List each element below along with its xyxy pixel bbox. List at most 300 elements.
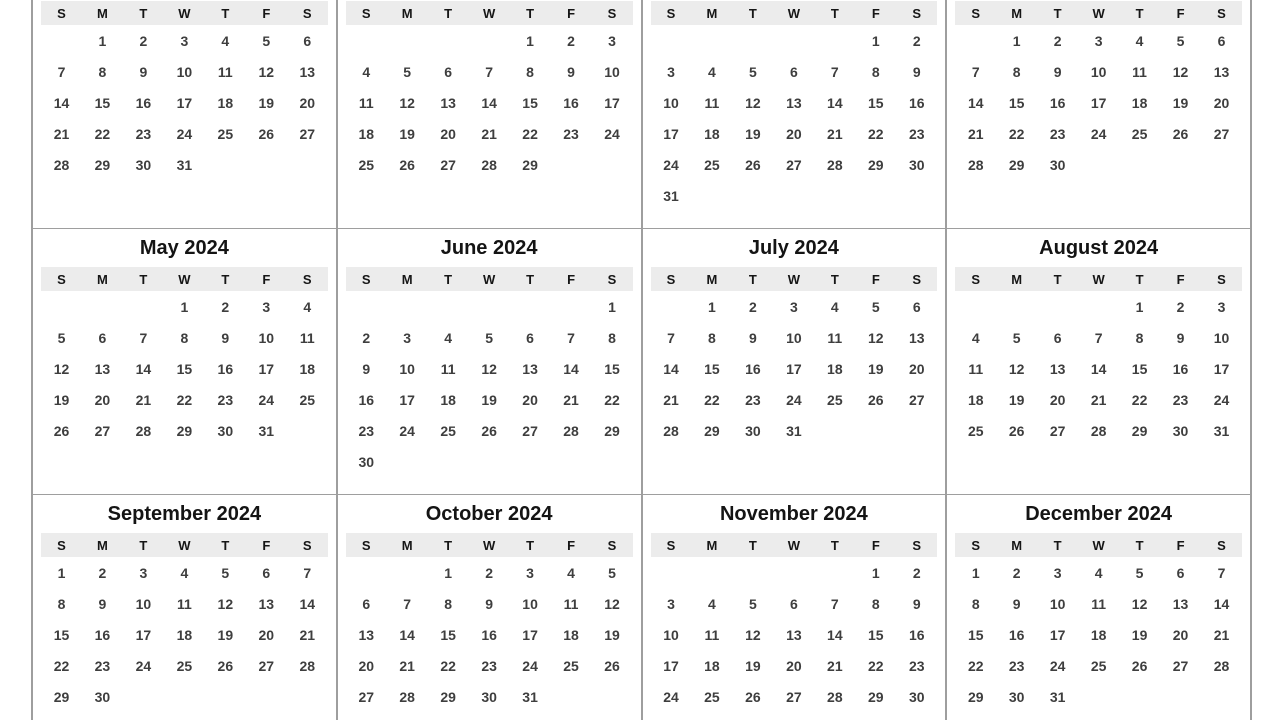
day-cell: 24 (786, 391, 802, 408)
calendar-grid (31, 0, 1252, 720)
day-cell: 6 (912, 298, 921, 315)
day-cell: 25 (827, 391, 843, 408)
day-cell: 7 (567, 329, 575, 346)
day-cell-empty (387, 25, 428, 56)
day-cell-empty (732, 25, 773, 56)
day-cell-empty (469, 291, 510, 322)
day-cell: 27 (1213, 125, 1230, 142)
weekday-label: W (1092, 271, 1105, 287)
weekday-label: F (567, 5, 576, 21)
day-cell: 28 (135, 422, 152, 439)
day-cell: 27 (299, 125, 316, 142)
day-cell: 27 (786, 688, 802, 705)
day-cell: 4 (708, 595, 716, 612)
day-cell: 18 (299, 360, 316, 377)
day-cell: 19 (399, 125, 415, 142)
weekday-label: M (401, 5, 413, 21)
weekday-label: W (482, 5, 496, 21)
day-cell: 19 (217, 626, 234, 643)
day-cell-empty (1119, 681, 1160, 712)
day-cell: 25 (440, 422, 456, 439)
day-cell-empty (896, 415, 937, 446)
day-cell-empty (551, 446, 592, 477)
day-grid (651, 25, 938, 211)
day-cell: 26 (217, 657, 234, 674)
day-cell: 25 (217, 125, 234, 142)
day-cell: 20 (94, 391, 111, 408)
weekday-label: S (57, 537, 66, 553)
day-cell: 31 (1049, 688, 1066, 705)
day-cell: 29 (53, 688, 70, 705)
month-title: November 2024 (719, 503, 868, 525)
day-cell: 28 (1090, 422, 1107, 439)
day-grid (346, 291, 633, 477)
month-cell (643, 0, 948, 229)
day-cell: 9 (1012, 595, 1021, 612)
day-cell-empty (1078, 681, 1119, 712)
day-cell: 30 (908, 156, 925, 173)
day-cell: 20 (786, 657, 802, 674)
day-cell: 16 (908, 626, 925, 643)
day-cell: 11 (968, 360, 984, 377)
day-cell: 13 (786, 626, 802, 643)
day-cell: 15 (1131, 360, 1148, 377)
day-cell: 9 (139, 63, 148, 80)
day-cell-empty (428, 291, 469, 322)
day-cell: 12 (53, 360, 70, 377)
day-cell: 18 (440, 391, 456, 408)
weekday-label: T (526, 537, 535, 553)
day-cell: 20 (908, 360, 925, 377)
day-cell: 19 (868, 360, 884, 377)
day-cell: 9 (362, 360, 371, 377)
day-cell-empty (551, 291, 592, 322)
day-cell: 8 (1135, 329, 1144, 346)
day-cell: 16 (94, 626, 111, 643)
weekday-label: M (706, 5, 718, 21)
day-cell: 13 (786, 94, 802, 111)
day-cell: 3 (180, 32, 189, 49)
day-cell: 6 (98, 329, 107, 346)
weekday-header-row (346, 267, 633, 291)
day-cell: 28 (299, 657, 316, 674)
day-cell-empty (346, 557, 387, 588)
day-cell-empty (896, 180, 937, 211)
day-cell-empty (592, 446, 633, 477)
day-cell: 3 (1217, 298, 1226, 315)
day-cell: 27 (1049, 422, 1066, 439)
day-cell-empty (651, 557, 692, 588)
day-cell: 13 (1213, 63, 1230, 80)
day-cell: 23 (481, 657, 497, 674)
day-cell: 9 (912, 595, 921, 612)
day-cell: 17 (522, 626, 538, 643)
day-cell: 2 (1012, 564, 1021, 581)
day-cell: 20 (440, 125, 456, 142)
day-cell: 1 (444, 564, 453, 581)
weekday-label: F (1176, 271, 1185, 287)
day-cell: 8 (971, 595, 980, 612)
day-cell: 27 (786, 156, 802, 173)
day-cell: 31 (176, 156, 193, 173)
weekday-label: F (262, 271, 271, 287)
day-cell: 14 (827, 626, 843, 643)
day-cell: 5 (1135, 564, 1144, 581)
day-cell: 23 (908, 657, 925, 674)
day-cell-empty (346, 25, 387, 56)
day-cell: 28 (53, 156, 70, 173)
day-cell: 22 (604, 391, 620, 408)
day-cell-empty (428, 25, 469, 56)
day-cell: 26 (1008, 422, 1025, 439)
day-cell: 21 (1090, 391, 1107, 408)
day-cell-empty (287, 149, 328, 180)
day-cell: 15 (604, 360, 620, 377)
day-cell: 6 (1176, 564, 1185, 581)
weekday-label: S (607, 5, 617, 21)
day-cell: 8 (608, 329, 616, 346)
day-cell: 18 (176, 626, 193, 643)
day-cell: 21 (1213, 626, 1230, 643)
day-cell: 21 (967, 125, 984, 142)
day-cell: 30 (135, 156, 152, 173)
day-cell: 12 (745, 94, 761, 111)
day-cell: 22 (868, 657, 884, 674)
day-cell: 28 (481, 156, 497, 173)
month-title: July 2024 (748, 237, 839, 259)
day-cell-empty (469, 25, 510, 56)
day-cell: 1 (1135, 298, 1144, 315)
day-cell: 16 (1172, 360, 1189, 377)
weekday-label: M (97, 271, 108, 287)
weekday-label: S (302, 5, 312, 21)
day-cell: 14 (53, 94, 70, 111)
day-cell: 6 (526, 329, 534, 346)
day-cell: 28 (563, 422, 579, 439)
weekday-label: S (607, 537, 617, 553)
weekday-header-row (955, 267, 1242, 291)
day-cell-empty (1160, 681, 1201, 712)
weekday-header-row (955, 533, 1242, 557)
day-cell-empty (41, 291, 82, 322)
day-cell: 18 (704, 125, 720, 142)
day-cell: 13 (94, 360, 111, 377)
day-cell: 24 (1049, 657, 1066, 674)
day-cell-empty (1160, 149, 1201, 180)
day-cell: 29 (604, 422, 620, 439)
day-cell: 31 (258, 422, 275, 439)
day-cell: 22 (176, 391, 193, 408)
day-cell: 3 (526, 564, 534, 581)
day-cell-empty (1119, 149, 1160, 180)
weekday-label: W (178, 5, 191, 21)
day-cell: 30 (358, 453, 375, 470)
weekday-label: T (1135, 5, 1144, 21)
day-cell: 15 (1008, 94, 1025, 111)
day-cell: 27 (440, 156, 456, 173)
day-cell: 8 (708, 329, 716, 346)
day-cell: 4 (971, 329, 980, 346)
day-cell: 10 (604, 63, 620, 80)
day-cell-empty (82, 291, 123, 322)
day-cell-empty (246, 149, 287, 180)
day-cell-empty (773, 25, 814, 56)
day-cell: 13 (258, 595, 275, 612)
weekday-label: T (830, 271, 839, 287)
day-cell: 6 (789, 63, 798, 80)
month-cell (33, 495, 338, 720)
weekday-label: W (1092, 5, 1105, 21)
day-cell: 24 (604, 125, 620, 142)
weekday-label: S (361, 271, 371, 287)
day-cell: 2 (567, 32, 575, 49)
day-cell: 13 (908, 329, 925, 346)
weekday-label: S (971, 5, 981, 21)
weekday-label: T (444, 271, 453, 287)
day-cell: 1 (608, 298, 616, 315)
weekday-label: S (57, 271, 66, 287)
day-cell: 30 (1008, 688, 1025, 705)
month-cell (947, 495, 1252, 720)
day-cell: 12 (481, 360, 497, 377)
day-cell: 23 (1172, 391, 1189, 408)
day-cell: 25 (299, 391, 316, 408)
day-cell: 18 (704, 657, 720, 674)
day-cell: 20 (1213, 94, 1230, 111)
day-grid (346, 557, 633, 712)
weekday-label: T (526, 5, 535, 21)
day-cell: 11 (1091, 595, 1107, 612)
day-cell: 22 (440, 657, 456, 674)
day-cell: 24 (135, 657, 152, 674)
weekday-label: F (871, 271, 880, 287)
day-cell: 12 (868, 329, 884, 346)
day-cell-empty (592, 149, 633, 180)
weekday-label: S (607, 271, 617, 287)
day-cell: 4 (708, 63, 716, 80)
day-cell: 10 (663, 626, 679, 643)
day-grid (955, 291, 1242, 446)
day-cell: 30 (745, 422, 761, 439)
weekday-label: M (1011, 5, 1023, 21)
weekday-label: M (706, 271, 718, 287)
day-cell: 24 (1213, 391, 1230, 408)
weekday-label: S (666, 537, 676, 553)
day-cell: 22 (53, 657, 70, 674)
day-cell: 11 (176, 595, 192, 612)
day-cell: 21 (399, 657, 415, 674)
day-cell-empty (814, 415, 855, 446)
day-cell-empty (691, 557, 732, 588)
day-cell: 12 (258, 63, 275, 80)
weekday-label: T (444, 5, 453, 21)
day-cell: 18 (217, 94, 234, 111)
day-cell: 6 (362, 595, 371, 612)
day-cell: 21 (827, 657, 843, 674)
day-cell: 24 (522, 657, 538, 674)
day-cell: 14 (967, 94, 984, 111)
day-cell: 1 (57, 564, 66, 581)
day-cell-empty (855, 180, 896, 211)
day-cell: 18 (1090, 626, 1107, 643)
day-cell: 28 (967, 156, 984, 173)
month-cell (33, 0, 338, 229)
day-cell: 26 (604, 657, 620, 674)
day-cell: 18 (1131, 94, 1148, 111)
day-cell: 12 (1008, 360, 1025, 377)
day-cell: 12 (217, 595, 234, 612)
day-cell: 2 (912, 32, 921, 49)
month-cell (643, 495, 948, 720)
day-cell-empty (551, 681, 592, 712)
day-cell: 3 (262, 298, 271, 315)
day-cell: 19 (745, 657, 761, 674)
weekday-label: S (361, 537, 371, 553)
day-cell: 25 (563, 657, 579, 674)
day-cell: 9 (1053, 63, 1062, 80)
day-cell: 13 (299, 63, 316, 80)
weekday-label: F (871, 537, 880, 553)
weekday-label: M (706, 537, 718, 553)
day-cell: 25 (1090, 657, 1107, 674)
day-cell: 18 (563, 626, 579, 643)
day-cell: 4 (180, 564, 189, 581)
day-cell: 26 (399, 156, 415, 173)
day-cell: 14 (399, 626, 415, 643)
day-cell-empty (287, 415, 328, 446)
day-cell: 23 (563, 125, 579, 142)
weekday-label: T (221, 5, 230, 21)
day-cell: 18 (358, 125, 375, 142)
month-cell (338, 495, 643, 720)
day-cell: 14 (563, 360, 579, 377)
day-cell: 23 (358, 422, 375, 439)
day-cell: 11 (217, 63, 233, 80)
day-cell: 17 (1090, 94, 1107, 111)
day-cell: 6 (303, 32, 312, 49)
day-cell: 30 (908, 688, 925, 705)
day-cell: 11 (358, 94, 374, 111)
day-grid (955, 25, 1242, 180)
day-cell: 16 (563, 94, 579, 111)
weekday-label: T (748, 5, 757, 21)
day-cell: 23 (908, 125, 925, 142)
weekday-header-row (346, 1, 633, 25)
day-cell: 1 (708, 298, 716, 315)
weekday-label: W (787, 5, 800, 21)
day-cell: 19 (604, 626, 620, 643)
day-cell: 4 (362, 63, 371, 80)
day-cell: 13 (1172, 595, 1189, 612)
day-cell: 10 (399, 360, 415, 377)
month-cell (338, 0, 643, 229)
day-cell: 11 (440, 360, 456, 377)
day-cell: 18 (827, 360, 843, 377)
day-cell: 9 (1176, 329, 1185, 346)
day-cell: 21 (135, 391, 152, 408)
day-cell: 26 (481, 422, 497, 439)
day-cell: 3 (789, 298, 798, 315)
day-cell-empty (469, 446, 510, 477)
day-cell: 10 (1090, 63, 1107, 80)
day-cell: 23 (135, 125, 152, 142)
day-cell: 23 (94, 657, 111, 674)
day-cell: 2 (221, 298, 230, 315)
day-cell: 20 (1049, 391, 1066, 408)
weekday-label: T (1053, 271, 1062, 287)
weekday-header-row (955, 1, 1242, 25)
day-cell: 3 (667, 63, 675, 80)
day-cell: 12 (745, 626, 761, 643)
weekday-header-row (346, 533, 633, 557)
weekday-label: S (666, 5, 676, 21)
day-cell: 19 (745, 125, 761, 142)
day-cell: 11 (299, 329, 315, 346)
day-cell-empty (773, 557, 814, 588)
day-cell: 13 (1049, 360, 1066, 377)
day-cell: 1 (1012, 32, 1021, 49)
day-cell: 27 (908, 391, 925, 408)
day-cell-empty (1201, 681, 1242, 712)
weekday-label: F (262, 5, 271, 21)
day-cell: 20 (786, 125, 802, 142)
day-cell: 16 (217, 360, 234, 377)
day-cell: 24 (176, 125, 193, 142)
day-cell: 3 (139, 564, 148, 581)
day-cell: 28 (827, 156, 843, 173)
day-cell-empty (246, 681, 287, 712)
day-cell: 15 (176, 360, 193, 377)
day-cell: 8 (180, 329, 189, 346)
day-cell: 22 (868, 125, 884, 142)
day-cell: 16 (135, 94, 152, 111)
day-cell: 25 (176, 657, 193, 674)
day-cell: 15 (522, 94, 538, 111)
weekday-label: F (567, 537, 576, 553)
day-cell: 10 (522, 595, 538, 612)
weekday-header-row (651, 533, 938, 557)
weekday-label: S (971, 271, 981, 287)
day-cell: 30 (217, 422, 234, 439)
day-cell: 23 (217, 391, 234, 408)
day-cell: 31 (1213, 422, 1230, 439)
day-cell: 27 (1172, 657, 1189, 674)
day-cell: 29 (868, 688, 884, 705)
weekday-label: S (1217, 5, 1226, 21)
day-cell: 19 (53, 391, 70, 408)
day-cell: 2 (362, 329, 371, 346)
day-cell: 5 (749, 63, 757, 80)
day-cell: 5 (485, 329, 494, 346)
day-cell: 16 (908, 94, 925, 111)
day-cell: 11 (1132, 63, 1147, 80)
day-cell: 4 (221, 32, 230, 49)
day-cell: 17 (135, 626, 152, 643)
day-cell: 1 (871, 564, 880, 581)
day-cell: 17 (176, 94, 193, 111)
day-cell: 8 (871, 595, 880, 612)
day-cell: 4 (1094, 564, 1103, 581)
day-cell: 8 (526, 63, 534, 80)
day-cell: 30 (94, 688, 111, 705)
day-cell: 30 (481, 688, 497, 705)
day-cell: 22 (967, 657, 984, 674)
month-title: September 2024 (107, 503, 262, 525)
day-cell: 26 (1172, 125, 1189, 142)
day-cell-empty (164, 681, 205, 712)
weekday-label: T (1135, 537, 1144, 553)
day-cell: 16 (1008, 626, 1025, 643)
